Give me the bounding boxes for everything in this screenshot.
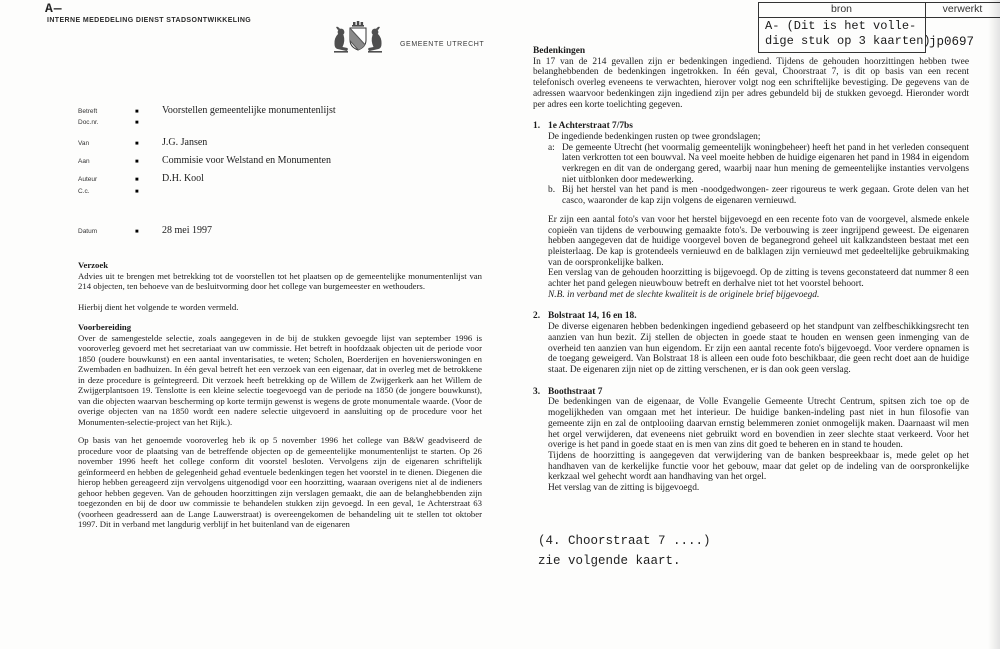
meta-row-auteur (78, 173, 204, 184)
nb-note: N.B. in verband met de slechte kwaliteit is de originele brief bijgevoegd. (548, 289, 820, 300)
stamp-handwritten-note (765, 19, 931, 49)
list-item-boothstraat (533, 387, 969, 494)
item-paragraph: Tijdens de hoorzitting is aangegeven dat verwijdering van de banken bespreekbaar is, mede gelet op het handhaven van de kerkelijke functie voor het gebouw, maar dat gelet op de indeling van de oorspronkelijke kerkzaal wel gehecht wordt aan handhaving van het orgel. (548, 450, 969, 483)
meta-label: Doc.nr. (78, 119, 99, 126)
meta-value: D.H. Kool (162, 173, 204, 184)
meta-value: 28 mei 1997 (162, 225, 212, 236)
bullet-icon: ■ (135, 109, 139, 115)
sub-item-b (548, 185, 969, 206)
scan-edge-artifact (988, 0, 1000, 649)
typewriter-line2: zie volgende kaart. (538, 554, 681, 568)
meta-row-aan (78, 155, 331, 166)
item-title: Bolstraat 14, 16 en 18. (548, 311, 637, 322)
meta-label: C.c. (78, 188, 90, 195)
bullet-icon: ■ (135, 120, 139, 126)
section-heading-voorbereiding: Voorbereiding (78, 322, 132, 332)
item-title: Boothstraat 7 (548, 386, 603, 397)
right-column (533, 46, 969, 494)
sub-item-text: Bij het herstel van het pand is men -noodgedwongen- zeer rigoureus te werk gegaan. Grote delen van het casco, waaronder de kap zijn volgens de eigenaren vernieuwd. (562, 185, 969, 207)
item-number: 1. (533, 121, 541, 132)
paragraph-voorbereiding-2: Op basis van het genoemde vooroverleg heb ik op 5 november 1996 het college van B&W geadviseerd de procedure voor de plaatsing van de betreffende objecten op de gemeentelijke monumentenlijst te starten. Op 26 november 1996 heeft het college conform dit voorstel besloten. Vervolgens zijn de eigenaren schriftelijk geïnformeerd en hebben de gelegenheid gehad eventuele bedenkingen tegen het voorstel in te dienen. Diegenen die hierop hebben gereageerd zijn vervolgens uitgenodigd voor een hoorzitting, waaraan overigens niet al de indieners gehoor hebben gegeven. Van de gehouden hoorzittingen zijn verslagen gemaakt, die aan de belanghebbenden zijn toegezonden en bij de door uw commissie te behandelen stukken zijn gevoegd. In een geval, 1e Achterstraat 63 (voorheen geadresserd aan de Lange Lauwerstraat) is overeengekomen de behandeling uit te stellen tot oktober 1997. Dit in verband met langdurig verblijf in het buitenland van de eigenaren (78, 435, 482, 529)
bullet-icon: ■ (135, 141, 139, 147)
paragraph-voorbereiding-1: Over de samengestelde selectie, zoals aangegeven in de bij de stukken gevoegde lijst van september 1996 is vooroverleg gevoerd met het secretariaat van uw commissie. Het betreft in hoofdzaak objecten uit de periode voor 1850 (oudere bouwkunst) en een aantal inventarisaties, te weten; Scholen, Boerderijen en hovenierswoningen en Zwembaden en badhuizen. In één geval betreft het een verzoek van een eigenaar, dat in overleg met de betrokkene in deze procedure is geïntegreerd. Dit verzoek heeft betrekking op de Willem de Zwijgerkerk aan het Willem de Zwijgerplantsoen 19. Tenslotte is een kleine selectie toegevoegd van de periode na 1850 (de jongere bouwkunst), van die objecten waarvan bescherming op korte termijn gewenst is wegens de grote monumentale waarde. (Voor de overige objecten van na 1850 wordt een nadere selectie uitgevoerd in aansluiting op de procedure voor het Monumenten-selectie-project van het Rijk.). (78, 332, 482, 427)
bullet-icon: ■ (135, 177, 139, 183)
item-intro: De ingediende bedenkingen rusten op twee grondslagen; (548, 131, 761, 142)
meta-label: Datum (78, 228, 98, 235)
stamp-note-line2: dige stuk op 3 kaarten) (765, 34, 931, 48)
sub-item-text: De gemeente Utrecht (het voormalig gemeentelijk woningbeheer) heeft het pand in het verleden consequent laten verkrotten tot een bouwval. Na veel moeite hebben de huidige eigenaren het pand in 1984 in eigendom verkregen en dit van de ondergang gered, waarbij naar hun mening de gemeentelijke instanties vervolgens niet uitblonken door medewerking. (562, 142, 969, 185)
sub-item-a (548, 143, 969, 186)
meta-row-cc (78, 188, 162, 195)
meta-row-docnr (78, 119, 162, 126)
item-paragraph: Het verslag van de zitting is bijgevoegd. (548, 483, 700, 494)
stamp-col-bron: bron (830, 3, 852, 15)
stamp-col-verwerkt: verwerkt (942, 3, 983, 15)
meta-value: Commisie voor Welstand en Monumenten (162, 155, 331, 166)
section-heading-verzoek: Verzoek (78, 260, 109, 270)
typewriter-annotation (538, 531, 711, 571)
meta-row-van (78, 137, 207, 148)
paragraph-hierbij: Hierbij dient het volgende te worden vermeld. (78, 301, 239, 312)
logo (328, 21, 484, 57)
item-paragraph: De diverse eigenaren hebben bedenkingen ingediend gebaseerd op het standpunt van zelfbeschikkingsrecht ten aanzien van hun bezit. Zij stellen de objecten in goede staat te houden en wensen geen inmenging van de overheid ten aanzien van hun eigendom. Er zijn een aantal recente foto's bijgevoegd. Voor verdere opnamen is de toegang geweigerd. Van Bolstraat 18 is alleen een oude foto beschikbaar, die geen recht doet aan de huidige staat. De eigenaren zijn niet op de zitting verschenen, er is dan ook geen verslag. (548, 322, 969, 375)
bullet-icon: ■ (135, 189, 139, 195)
meta-label: Betreft (78, 108, 98, 115)
header-title: INTERNE MEDEDELING DIENST STADSONTWIKKELING (47, 17, 252, 24)
corner-mark: A— (45, 1, 63, 16)
item-number: 3. (533, 386, 541, 397)
stamp-note-line1: A- (Dit is het volle- (765, 19, 917, 33)
paragraph-verzoek: Advies uit te brengen met betrekking tot de voorstellen tot het plaatsen op de gemeentelijke monumentenlijst van 214 objecten, ten behoeve van de besluitvorming door het college van burgemeester en wethouders. (78, 270, 482, 291)
meta-row-betreft (78, 105, 336, 116)
list-item-achterstraat (533, 121, 969, 300)
item-paragraph: Een verslag van de gehouden hoorzitting is bijgevoegd. Op de zitting is tevens geconstateerd dat nummer 8 een achter het pand gelegen nieuwbouw betreft en derhalve niet tot het voorstel behoort. (548, 268, 969, 290)
stamp-table (758, 2, 1000, 52)
item-number: 2. (533, 311, 541, 322)
bullet-icon: ■ (135, 229, 139, 235)
meta-label: Van (78, 140, 90, 147)
section-heading-bedenkingen: Bedenkingen (533, 46, 586, 56)
meta-value: Voorstellen gemeentelijke monumentenlijst (162, 105, 336, 116)
left-column (78, 260, 482, 530)
typewriter-line1: (4. Choorstraat 7 ....) (538, 534, 711, 548)
stamp-processed-code: jp0697 (929, 35, 975, 49)
list-item-bolstraat (533, 311, 969, 375)
meta-label: Auteur (78, 176, 98, 183)
sub-item-label: a: (548, 142, 555, 153)
meta-row-datum (78, 225, 212, 236)
item-paragraph: Er zijn een aantal foto's van voor het herstel bijgevoegd en een recente foto van de voorgevel, alsmede enkele copieën van tijdens de verbouwing gemaakte foto's. De verbouwing is zeer ingrijpend geweest. De eigenaren hebben aangegeven dat de huidige voorgevel boven de beganegrond geheel uit kalkzandsteen bestaat met een pleisterlaag. De kap is grotendeels vernieuwd en de balklagen zijn vernieuwd met gedeeltelijke gebruikmaking van de oorspronkelijke balken. (548, 214, 969, 268)
utrecht-coat-of-arms-icon (328, 21, 388, 57)
item-title: 1e Achterstraat 7/7bs (548, 121, 633, 132)
item-paragraph: De bedenkingen van de eigenaar, de Volle Evangelie Gemeente Utrecht Centrum, spitsen zich toe op de mogelijkheden van omgaan met het interieur. De huidige banken-indeling past niet in hun filosofie van gemeente zijn en zal de ontplooiing daarvan ernstig belemmeren zoniet onmogelijk maken. Daarnaast wil men het orgel verwijderen, dat eveneens niet gebruikt word en bovendien in zeer slechte staat verkeerd. Voor het overige is het pand in goede staat en is men van zins dit goed te beheren en in stand te houden. (548, 397, 969, 451)
logo-text: GEMEENTE UTRECHT (400, 40, 485, 48)
meta-label: Aan (78, 158, 90, 165)
paragraph-bedenkingen-intro: In 17 van de 214 gevallen zijn er bedenkingen ingediend. Tijdens de gehouden hoorzittingen hebben twee belanghebbenden de bedenkingen ingetrokken. In één geval, Choorstraat 7, is dit op basis van een recent telefonisch overleg eveneens te verwachten, hierover volgt nog een schriftelijke bevestiging. De gegevens van de adressen waarvoor bedenkingen zijn ingediend zijn per adres gebundeld bij de stukken gevoegd. Hieronder wordt per adres een korte toelichting gegeven. (533, 56, 969, 110)
sub-item-label: b. (548, 185, 556, 196)
bullet-icon: ■ (135, 159, 139, 165)
meta-value: J.G. Jansen (162, 137, 208, 148)
